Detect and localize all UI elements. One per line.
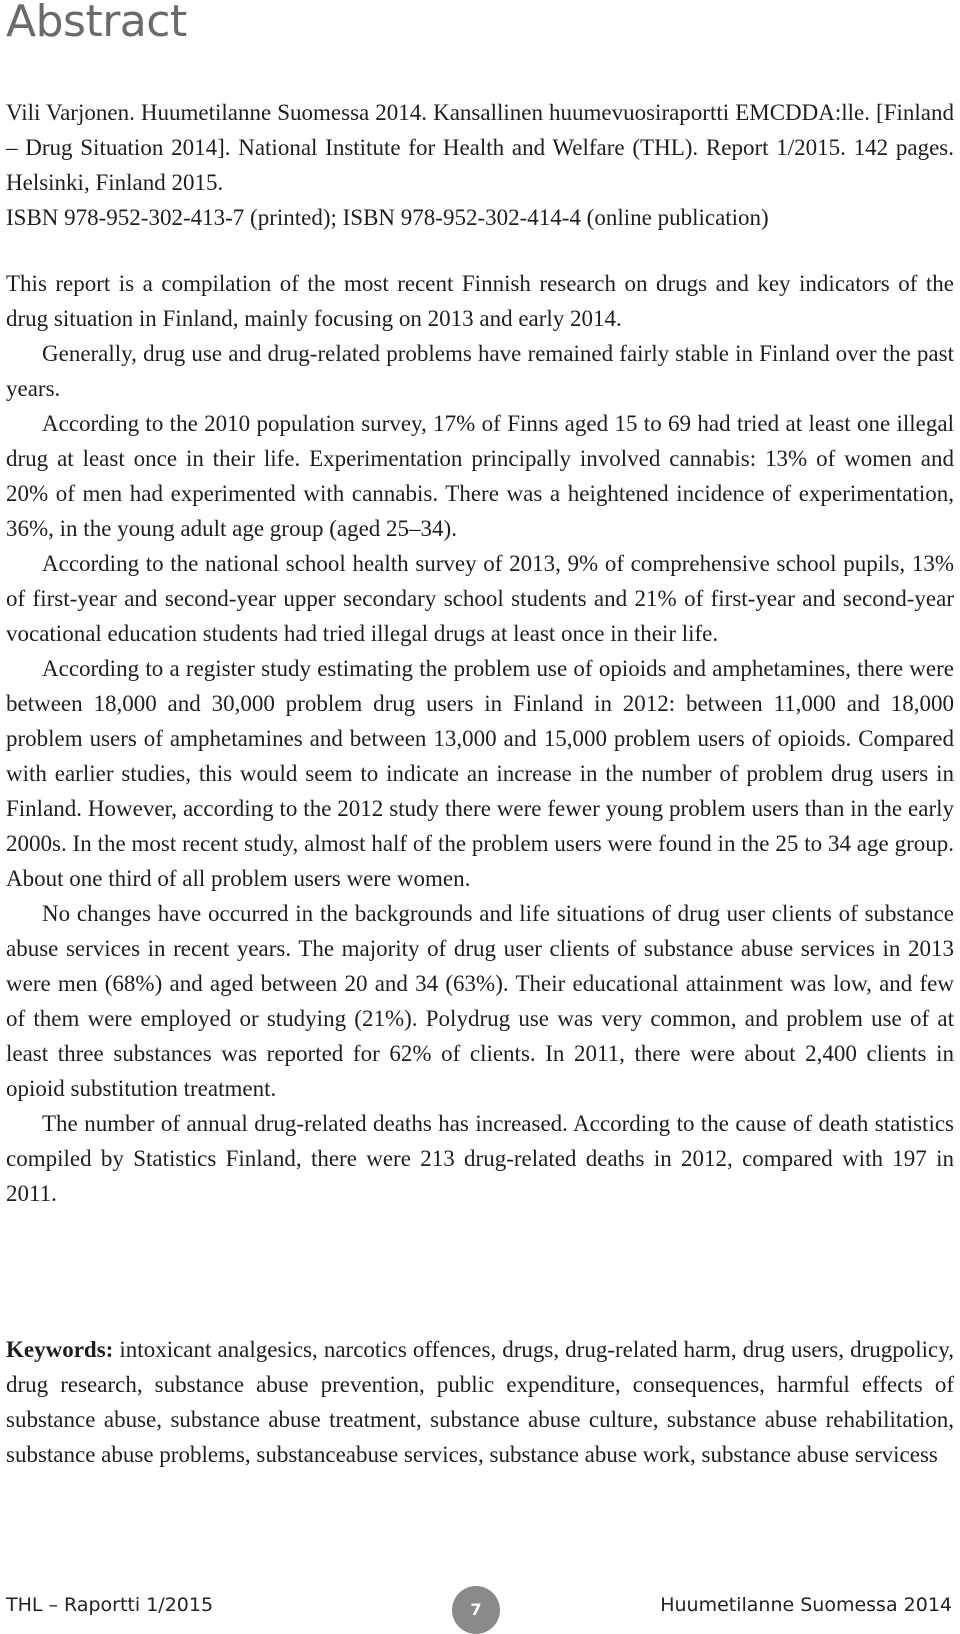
abstract-paragraph: According to a register study estimating the problem use of opioids and amphetamines, there were between 18,000 and 30,000 problem drug users in Finland in 2012: between 11,000 and 18,000 problem users of amphetamines and between 13,000 and 15,000 problem users of opioids. Compared with earlier studies, this would seem to indicate an increase in the number of problem drug users in Finland. However, according to the 2012 study there were fewer young problem users than in the early 2000s. In the most recent study, almost half of the problem users were found in the 25 to 34 age group. About one third of all problem users were women.: [6, 656, 954, 891]
page-number-badge: 7: [452, 1586, 500, 1634]
footer-report-id: THL – Raportti 1/2015: [6, 1594, 214, 1616]
keywords-text: intoxicant analgesics, narcotics offences, drugs, drug-related harm, drug users, drugpolicy, drug research, substance abuse prevention, public expenditure, consequences, harmful effects of substance abuse, substance abuse treatment, substance abuse culture, substance abuse rehabilitation, substance abuse problems, substanceabuse services, substance abuse work, substance abuse servicess: [6, 1337, 954, 1467]
abstract-paragraph: This report is a compilation of the most recent Finnish research on drugs and key indicators of the drug situation in Finland, mainly focusing on 2013 and early 2014.: [6, 271, 954, 331]
keywords-paragraph: [6, 1332, 954, 1472]
abstract-paragraph: The number of annual drug-related deaths has increased. According to the cause of death statistics compiled by Statistics Finland, there were 213 drug-related deaths in 2012, compared with 197 in 2011.: [6, 1111, 954, 1206]
footer-publication-title: Huumetilanne Suomessa 2014: [660, 1594, 952, 1616]
isbn-text: ISBN 978-952-302-413-7 (printed); ISBN 978-952-302-414-4 (online publication): [6, 205, 769, 230]
abstract-paragraph: According to the national school health survey of 2013, 9% of comprehensive school pupils, 13% of first-year and second-year upper secondary school students and 21% of first-year and second-year vocational education students had tried illegal drugs at least once in their life.: [6, 551, 954, 646]
abstract-paragraph: According to the 2010 population survey, 17% of Finns aged 15 to 69 had tried at least one illegal drug at least once in their life. Experimentation principally involved cannabis: 13% of women and 20% of men had experimented with cannabis. There was a heightened incidence of experimentation, 36%, in the young adult age group (aged 25–34).: [6, 411, 954, 541]
page-title: Abstract: [6, 0, 187, 47]
keywords-label: Keywords:: [6, 1337, 114, 1362]
abstract-body: [6, 266, 954, 1211]
page-footer: [0, 1586, 960, 1622]
abstract-paragraph: Generally, drug use and drug-related problems have remained fairly stable in Finland over the past years.: [6, 341, 954, 401]
abstract-paragraph: No changes have occurred in the backgrounds and life situations of drug user clients of substance abuse services in recent years. The majority of drug user clients of substance abuse services in 2013 were men (68%) and aged between 20 and 34 (63%). Their educational attainment was low, and few of them were employed or studying (21%). Polydrug use was very common, and problem use of at least three substances was reported for 62% of clients. In 2011, there were about 2,400 clients in opioid substitution treatment.: [6, 901, 954, 1101]
citation-block: [6, 95, 954, 235]
keywords-block: [6, 1332, 954, 1472]
citation-text: Vili Varjonen. Huumetilanne Suomessa 2014. Kansallinen huumevuosiraportti EMCDDA:lle. [Finland – Drug Situation 2014]. National Institute for Health and Welfare (THL). Report 1/2015. 142 pages. Helsinki, Finland 2015.: [6, 100, 954, 195]
